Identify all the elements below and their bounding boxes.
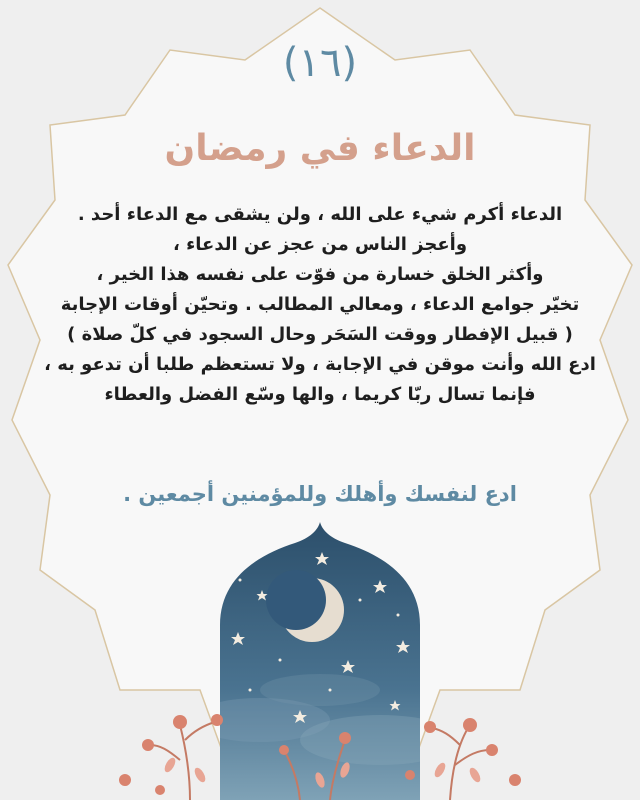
body-line: ادع الله وأنت موقن في الإجابة ، ولا تستعظم طلبا أن تدعو به ،: [44, 354, 596, 375]
leaf-icon: [433, 761, 448, 779]
body-line: وأكثر الخلق خسارة من فوّت على نفسه هذا الخير ،: [96, 264, 544, 285]
flower-icon: [119, 774, 131, 786]
card-number: (١٦): [282, 40, 358, 86]
flower-icon: [211, 714, 223, 726]
flower-icon: [142, 739, 154, 751]
leaf-icon: [468, 766, 483, 784]
body-line: ( قبيل الإفطار ووقت السَحَر وحال السجود في كلّ صلاة ): [67, 324, 573, 345]
flower-icon: [339, 732, 351, 744]
body-line: تخيّر جوامع الدعاء ، ومعالي المطالب . وتحيّن أوقات الإجابة: [60, 294, 580, 315]
flower-icon: [155, 785, 165, 795]
card-title: الدعاء في رمضان: [164, 128, 476, 169]
flower-icon: [509, 774, 521, 786]
flower-icon: [463, 718, 477, 732]
body-line: وأعجز الناس من عجز عن الدعاء ،: [172, 234, 468, 255]
body-line: الدعاء أكرم شيء على الله ، ولن يشقى مع الدعاء أحد .: [77, 204, 563, 225]
body-line: فإنما تسال ربّا كريما ، والها وسّع الفضل والعطاء: [104, 384, 536, 405]
flower-icon: [405, 770, 415, 780]
flower-icon: [173, 715, 187, 729]
closing-line: ادع لنفسك وأهلك وللمؤمنين أجمعين .: [123, 482, 517, 506]
leaf-icon: [163, 756, 178, 774]
flower-icon: [279, 745, 289, 755]
flower-icon: [486, 744, 498, 756]
flower-icon: [424, 721, 436, 733]
leaf-icon: [193, 766, 208, 784]
